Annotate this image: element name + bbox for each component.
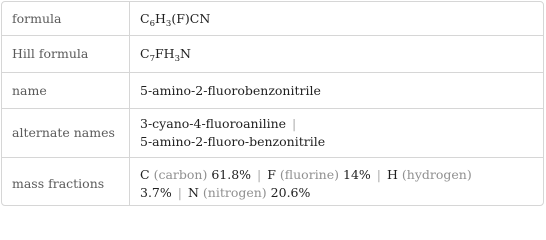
element-name: (nitrogen) xyxy=(202,184,267,200)
formula-subscript: 3 xyxy=(165,18,172,29)
alternate-name: 3-cyano-4-fluoroaniline xyxy=(140,116,287,131)
formula-part: C xyxy=(140,46,150,61)
properties-table-card xyxy=(1,1,544,206)
separator: | xyxy=(376,166,382,182)
element-symbol: N xyxy=(187,184,199,200)
table-row-name xyxy=(2,73,543,109)
element-symbol: C xyxy=(140,166,150,182)
mass-fraction: 14% xyxy=(343,166,371,182)
formula-part: N xyxy=(180,46,191,61)
formula-value xyxy=(130,2,544,36)
row-label-alternate-names: alternate names xyxy=(2,109,130,158)
row-label-formula: formula xyxy=(2,2,130,36)
properties-table xyxy=(2,2,543,206)
hill-formula-value xyxy=(130,36,544,73)
element-name: (carbon) xyxy=(153,166,208,182)
name-value: 5-amino-2-fluorobenzonitrile xyxy=(130,73,544,109)
table-row-hill-formula xyxy=(2,36,543,73)
alternate-names-value xyxy=(130,109,544,158)
formula-part: FH xyxy=(155,46,175,61)
separator: | xyxy=(292,116,297,131)
mass-fractions-value xyxy=(130,158,544,207)
mass-fraction: 20.6% xyxy=(270,184,311,200)
row-label-name: name xyxy=(2,73,130,109)
table-row-mass-fractions xyxy=(2,158,543,207)
table-row-formula xyxy=(2,2,543,36)
table-row-alternate-names xyxy=(2,109,543,158)
formula-part: (F)CN xyxy=(171,10,211,26)
formula-subscript: 7 xyxy=(149,54,155,64)
element-name: (fluorine) xyxy=(279,166,340,182)
mass-fraction: 61.8% xyxy=(211,166,252,182)
element-symbol: F xyxy=(267,166,276,182)
separator: | xyxy=(177,184,182,200)
separator: | xyxy=(257,166,262,182)
row-label-mass-fractions: mass fractions xyxy=(2,158,130,207)
formula-subscript: 3 xyxy=(174,54,180,64)
mass-fraction: 3.7% xyxy=(140,184,172,200)
alternate-name: 5-amino-2-fluoro-benzonitrile xyxy=(140,134,326,149)
element-symbol: H xyxy=(387,166,398,182)
row-label-hill-formula: Hill formula xyxy=(2,36,130,73)
formula-part: H xyxy=(155,10,166,26)
formula-part: C xyxy=(140,10,150,26)
formula-subscript: 6 xyxy=(149,18,155,29)
element-name: (hydrogen) xyxy=(401,166,472,182)
